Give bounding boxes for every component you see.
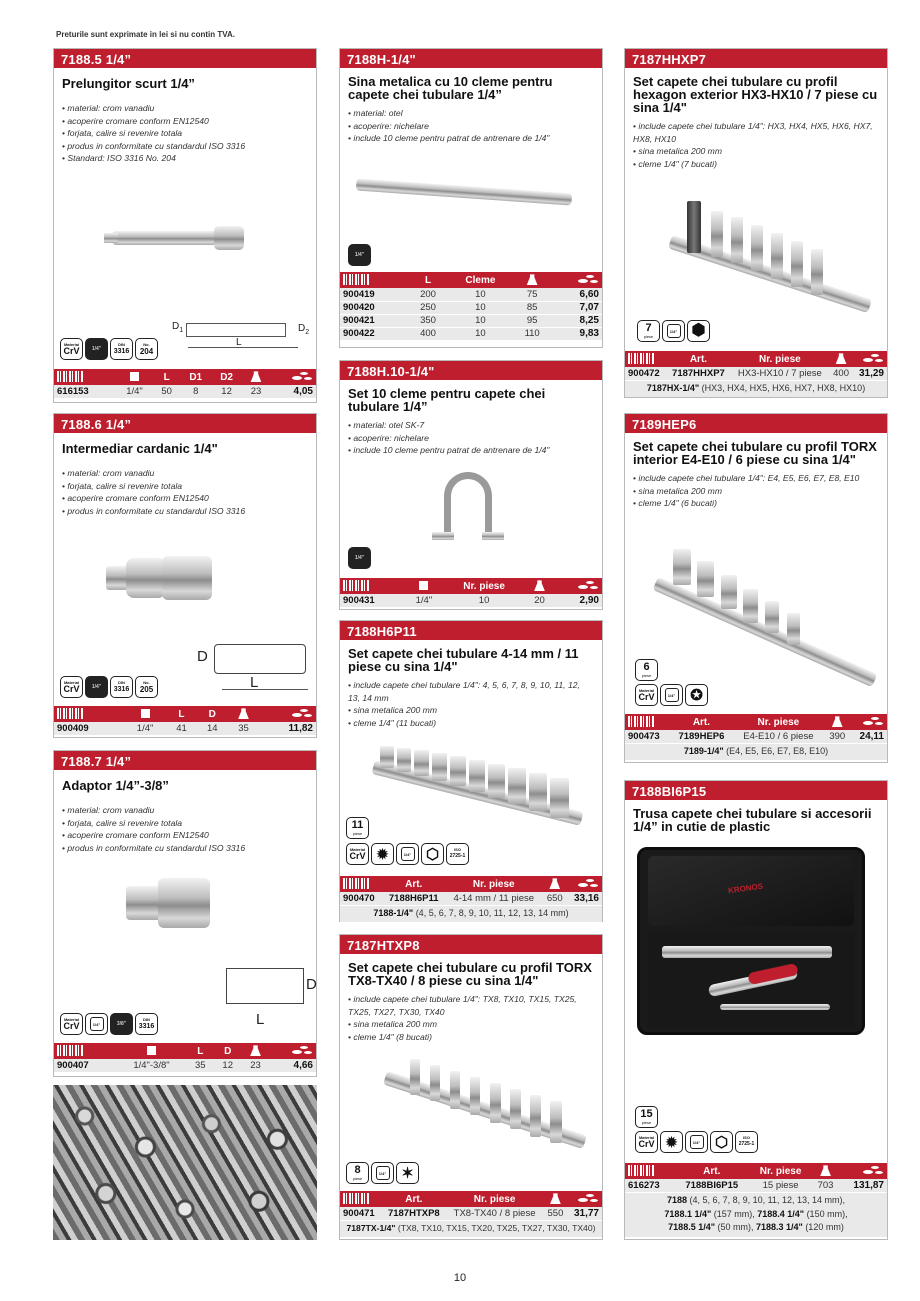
feature-item: • include 10 cleme pentru patrat de antrenare de 1/4" bbox=[348, 132, 594, 145]
contents-line: 7188.5 1/4" (50 mm), 7188.3 1/4" (120 mm) bbox=[668, 1222, 844, 1232]
product-title: Prelungitor scurt 1/4” bbox=[62, 76, 195, 91]
clip-foot-right bbox=[482, 532, 504, 540]
bit-socket bbox=[410, 1059, 420, 1095]
col-art: Art. bbox=[666, 351, 730, 367]
spec-table bbox=[340, 578, 602, 608]
feature-item: • forjata, calire si revenire totala bbox=[62, 480, 308, 493]
dim-label-d: D bbox=[197, 648, 208, 665]
hex-bit-socket bbox=[687, 201, 701, 253]
extension-bar bbox=[720, 1004, 830, 1010]
barcode-icon bbox=[340, 578, 405, 594]
bit-socket bbox=[430, 1065, 440, 1101]
socket bbox=[397, 748, 411, 772]
product-code: 7188.5 1/4” bbox=[54, 49, 316, 68]
sockets-row bbox=[662, 946, 832, 958]
weight-icon bbox=[513, 272, 551, 288]
feature-item: • material: crom vanadiu bbox=[62, 102, 308, 115]
col-d: D bbox=[197, 706, 228, 722]
hex-bit-socket bbox=[731, 217, 743, 263]
product-code: 7188.7 1/4” bbox=[54, 751, 316, 770]
spec-badges bbox=[60, 1013, 158, 1035]
product-card-7188h-10 bbox=[339, 360, 603, 610]
product-title: Trusa capete chei tubulare si accesorii 1/4” in cutie de plastic bbox=[633, 806, 872, 834]
spec-badges bbox=[635, 1131, 758, 1153]
feature-item: • acoperire cromare conform EN12540 bbox=[62, 829, 308, 842]
feature-item: • Standard: ISO 3316 No. 204 bbox=[62, 152, 308, 165]
din-3316-badge: DIN 3316 bbox=[110, 676, 133, 698]
bit-socket bbox=[550, 1101, 562, 1143]
e-socket bbox=[765, 601, 779, 633]
table-row: 900431 1/4" 10 20 2,90 bbox=[340, 594, 602, 607]
col-nr-piese: Nr. piese bbox=[446, 1191, 543, 1207]
square-drive-icon bbox=[116, 1043, 186, 1059]
spec-table bbox=[54, 369, 316, 399]
contents-note bbox=[625, 1193, 887, 1237]
product-title: Set 10 cleme pentru capete chei tubulare 1/4” bbox=[348, 386, 546, 414]
weight-icon bbox=[525, 578, 554, 594]
col-art: Art. bbox=[670, 714, 732, 730]
feature-item: • include capete chei tubulare 1/4": E4, E5, E6, E7, E8, E10 bbox=[633, 472, 879, 485]
contents-note: 7189-1/4" (E4, E5, E6, E7, E8, E10) bbox=[625, 744, 887, 760]
product-title: Adaptor 1/4”-3/8” bbox=[62, 778, 169, 793]
table-row: 900470 7188H6P11 4-14 mm / 11 piese 650 33,16 bbox=[340, 892, 602, 905]
col-nr-piese: Nr. piese bbox=[731, 351, 829, 367]
adaptor-drive bbox=[126, 886, 162, 920]
barcode-icon bbox=[54, 706, 124, 722]
product-title: Set capete chei tubulare cu profil hexagon exterior HX3-HX10 / 7 piese cu sina 1/4" bbox=[633, 74, 878, 115]
square-drive-icon bbox=[405, 578, 444, 594]
drive-1-4-badge: 1/4" bbox=[348, 244, 371, 266]
drive-1-4-badge: 1/4" bbox=[348, 547, 371, 569]
col-l: L bbox=[408, 272, 448, 288]
sockets-pile-photo bbox=[53, 1085, 317, 1240]
case-tray bbox=[648, 932, 854, 1028]
coins-icon bbox=[840, 1163, 887, 1179]
coins-icon bbox=[551, 272, 602, 288]
product-card-7188-5 bbox=[53, 48, 317, 403]
product-code: 7188BI6P15 bbox=[625, 781, 887, 800]
e-socket bbox=[697, 561, 714, 597]
feature-list bbox=[54, 459, 316, 517]
socket bbox=[550, 778, 569, 818]
piece-count-badge: 11 piese bbox=[346, 817, 369, 839]
hex-bit-socket bbox=[811, 249, 823, 295]
socket bbox=[450, 756, 466, 786]
product-card-7188h6p11 bbox=[339, 620, 603, 922]
dim-label-d2: $D_2$ bbox=[298, 323, 310, 336]
contents-line: 7188 (4, 5, 6, 7, 8, 9, 10, 11, 12, 13, 14 mm), bbox=[667, 1195, 845, 1205]
no-205-badge: No. 205 bbox=[135, 676, 158, 698]
extension-bar bbox=[112, 231, 222, 245]
material-crv-badge: Material CrV bbox=[635, 684, 658, 706]
table-row: 900473 7189HEP6 E4-E10 / 6 piese 390 24,11 bbox=[625, 730, 887, 743]
feature-list bbox=[340, 677, 602, 729]
e-socket bbox=[673, 549, 691, 585]
hex-bit-socket bbox=[711, 211, 723, 257]
feature-item: • produs in conformitate cu standardul ISO 3316 bbox=[62, 140, 308, 153]
product-image-rail bbox=[340, 164, 602, 234]
hex-bit-socket bbox=[751, 225, 763, 271]
piece-count-badge-wrap bbox=[346, 817, 369, 839]
spec-header-row bbox=[340, 272, 602, 288]
product-title: Set capete chei tubulare cu profil TORX interior E4-E10 / 6 piese cu sina 1/4" bbox=[633, 439, 877, 467]
feature-list bbox=[54, 796, 316, 854]
feature-list bbox=[625, 470, 887, 510]
iso-2725-badge: ISO 2725-1 bbox=[735, 1131, 758, 1153]
joint-head bbox=[162, 556, 212, 600]
feature-item: • forjata, calire si revenire totala bbox=[62, 817, 308, 830]
barcode-icon bbox=[54, 369, 116, 385]
product-code: 7188.6 1/4” bbox=[54, 414, 316, 433]
col-d1: D1 bbox=[180, 369, 211, 385]
spec-table bbox=[54, 1043, 316, 1073]
socket-1-4-badge: 1/4" bbox=[660, 684, 683, 706]
e-socket bbox=[743, 589, 758, 623]
feature-item: • include capete chei tubulare 1/4": 4, 5, 6, 7, 8, 9, 10, 11, 12, 13, 14 mm bbox=[348, 679, 594, 704]
torx-e-profile-icon: ✪ bbox=[685, 684, 708, 706]
feature-list bbox=[340, 105, 602, 145]
no-204-badge: No. 204 bbox=[135, 338, 158, 360]
feature-list bbox=[340, 417, 602, 457]
material-crv-badge: Material CrV bbox=[346, 843, 369, 865]
table-row: 616153 1/4" 50 8 12 23 4,05 bbox=[54, 385, 316, 398]
product-image-torx-set bbox=[340, 1053, 602, 1163]
feature-item: • sina metalica 200 mm bbox=[633, 145, 879, 158]
col-art: Art. bbox=[674, 1163, 750, 1179]
socket bbox=[469, 760, 485, 792]
coins-icon bbox=[554, 578, 602, 594]
col-art: Art. bbox=[382, 876, 445, 892]
weight-icon bbox=[829, 351, 853, 367]
col-nr-piese: Nr. piese bbox=[445, 876, 542, 892]
product-card-7187hhxp7 bbox=[624, 48, 888, 398]
price-note: Preturile sunt exprimate in lei si nu contin TVA. bbox=[56, 30, 235, 39]
joint-body bbox=[126, 558, 166, 598]
weight-icon bbox=[242, 369, 270, 385]
feature-item: • acoperire cromare conform EN12540 bbox=[62, 492, 308, 505]
product-title: Set capete chei tubulare 4-14 mm / 11 piese cu sina 1/4" bbox=[348, 646, 579, 674]
coins-icon bbox=[568, 1191, 602, 1207]
spec-table bbox=[340, 876, 602, 906]
feature-item: • material: otel bbox=[348, 107, 594, 120]
socket-1-4-badge: 1/4" bbox=[685, 1131, 708, 1153]
socket bbox=[488, 764, 505, 798]
barcode-icon bbox=[54, 1043, 116, 1059]
product-code: 7187HTXP8 bbox=[340, 935, 602, 954]
rail bbox=[356, 178, 572, 205]
piece-count-badge: 7 piese bbox=[637, 320, 660, 342]
feature-item: • sina metalica 200 mm bbox=[348, 704, 594, 717]
spec-badges bbox=[346, 1162, 419, 1184]
table-row: 616273 7188BI6P15 15 piese 703 131,87 bbox=[625, 1179, 887, 1192]
dim-line bbox=[188, 347, 298, 348]
barcode-icon bbox=[625, 1163, 674, 1179]
barcode-icon bbox=[625, 714, 670, 730]
iso-2725-badge: ISO 2725-1 bbox=[446, 843, 469, 865]
product-code: 7188H6P11 bbox=[340, 621, 602, 640]
weight-icon bbox=[824, 714, 850, 730]
weight-icon bbox=[542, 876, 567, 892]
bit-socket bbox=[530, 1095, 541, 1137]
weight-icon bbox=[241, 1043, 269, 1059]
table-row: 900422 400 10 110 9,83 bbox=[340, 327, 602, 340]
dim-label-l: L bbox=[250, 674, 259, 691]
feature-item: • material: crom vanadiu bbox=[62, 467, 308, 480]
feature-item: • acoperire cromare conform EN12540 bbox=[62, 115, 308, 128]
spec-header-row bbox=[54, 369, 316, 385]
spec-badges bbox=[635, 684, 708, 706]
hex-profile-icon: ⬡ bbox=[710, 1131, 733, 1153]
product-code: 7188H.10-1/4" bbox=[340, 361, 602, 380]
table-row: 900471 7187HTXP8 TX8-TX40 / 8 piese 550 31,77 bbox=[340, 1207, 602, 1220]
hex-profile-icon: ⬢ bbox=[687, 320, 710, 342]
adaptor-body bbox=[158, 878, 210, 928]
clip-shape bbox=[444, 472, 492, 534]
product-image-torx-e-set bbox=[625, 539, 887, 679]
drive-3-8-badge: 3/8" bbox=[110, 1013, 133, 1035]
plastic-case bbox=[637, 847, 865, 1035]
technical-drawing bbox=[186, 323, 286, 337]
product-code: 7188H-1/4" bbox=[340, 49, 602, 68]
coins-icon bbox=[270, 369, 316, 385]
coins-icon bbox=[850, 714, 887, 730]
coins-icon bbox=[259, 706, 316, 722]
col-l: L bbox=[166, 706, 197, 722]
socket-1-4-badge: 1/4" bbox=[662, 320, 685, 342]
feature-item: • material: crom vanadiu bbox=[62, 804, 308, 817]
torx-profile-icon: ✶ bbox=[396, 1162, 419, 1184]
socket bbox=[414, 750, 429, 776]
spec-header-row bbox=[625, 714, 887, 730]
socket-1-4-badge: 1/4" bbox=[371, 1162, 394, 1184]
barcode-icon bbox=[340, 1191, 382, 1207]
col-nr-piese: Nr. piese bbox=[733, 714, 825, 730]
din-3316-badge: DIN 3316 bbox=[110, 338, 133, 360]
col-l: L bbox=[153, 369, 180, 385]
socket bbox=[380, 746, 394, 768]
table-row: 900419 200 10 75 6,60 bbox=[340, 288, 602, 301]
brand-logo: KRONOS bbox=[727, 881, 764, 896]
feature-list bbox=[340, 991, 602, 1043]
contents-line: 7188.1 1/4" (157 mm), 7188.4 1/4" (150 mm), bbox=[664, 1208, 848, 1219]
piece-count-badge: 6 piese bbox=[635, 659, 658, 681]
feature-list bbox=[625, 118, 887, 170]
barcode-icon bbox=[625, 351, 666, 367]
feature-item: • material: otel SK-7 bbox=[348, 419, 594, 432]
socket bbox=[508, 768, 526, 804]
bit-socket bbox=[490, 1083, 501, 1123]
table-row: 900421 350 10 95 8,25 bbox=[340, 314, 602, 327]
feature-item: • forjata, calire si revenire totala bbox=[62, 127, 308, 140]
product-title: Intermediar cardanic 1/4" bbox=[62, 441, 218, 456]
feature-item: • include capete chei tubulare 1/4": HX3, HX4, HX5, HX6, HX7, HX8, HX10 bbox=[633, 120, 879, 145]
product-image-socket-set bbox=[340, 736, 602, 846]
material-crv-badge: Material CrV bbox=[60, 338, 83, 360]
spec-badges bbox=[60, 676, 158, 698]
spec-header-row bbox=[54, 706, 316, 722]
feature-item: • include capete chei tubulare 1/4": TX8, TX10, TX15, TX25, TX25, TX27, TX30, TX40 bbox=[348, 993, 594, 1018]
product-card-7188bi6p15 bbox=[624, 780, 888, 1240]
product-title: Set capete chei tubulare cu profil TORX TX8-TX40 / 8 piese cu sina 1/4" bbox=[348, 960, 592, 988]
din-3316-badge: DIN 3316 bbox=[135, 1013, 158, 1035]
feature-item: • produs in conformitate cu standardul ISO 3316 bbox=[62, 842, 308, 855]
piece-count-badge-wrap bbox=[635, 659, 658, 681]
dim-label-l: L bbox=[236, 337, 242, 348]
clip-foot-left bbox=[432, 532, 454, 540]
bit-socket bbox=[510, 1089, 521, 1129]
weight-icon bbox=[811, 1163, 839, 1179]
bit-socket bbox=[470, 1077, 480, 1115]
barcode-icon bbox=[340, 272, 408, 288]
e-socket bbox=[787, 613, 800, 645]
socket-1-4-badge: 1/4" bbox=[85, 1013, 108, 1035]
col-cleme: Cleme bbox=[448, 272, 513, 288]
col-l: L bbox=[187, 1043, 214, 1059]
spec-badges bbox=[346, 843, 469, 865]
contents-note: 7187TX-1/4" (TX8, TX10, TX15, TX20, TX25, TX27, TX30, TX40) bbox=[340, 1221, 602, 1237]
square-drive-icon bbox=[116, 369, 153, 385]
product-image-universal-joint bbox=[54, 544, 316, 694]
technical-drawing bbox=[214, 644, 306, 674]
extension-drive bbox=[104, 233, 118, 243]
socket bbox=[529, 773, 547, 811]
spec-table bbox=[340, 272, 602, 341]
coins-icon bbox=[853, 351, 887, 367]
product-image-hex-set bbox=[625, 189, 887, 319]
hex-profile-icon: ⬡ bbox=[421, 843, 444, 865]
socket-1-4-badge: 1/4" bbox=[396, 843, 419, 865]
page-number: 10 bbox=[453, 1272, 467, 1284]
e-socket bbox=[721, 575, 737, 609]
spec-header-row bbox=[340, 578, 602, 594]
dim-label-l: L bbox=[256, 1011, 265, 1028]
spec-header-row bbox=[625, 351, 887, 367]
barcode-icon bbox=[340, 876, 382, 892]
dim-line bbox=[222, 689, 308, 690]
square-drive-icon bbox=[124, 706, 166, 722]
hex-bit-socket bbox=[771, 233, 783, 279]
bit-socket bbox=[450, 1071, 460, 1109]
spec-table bbox=[340, 1191, 602, 1221]
table-row: 900409 1/4" 41 14 35 11,82 bbox=[54, 722, 316, 735]
product-image-case bbox=[625, 843, 887, 1043]
spec-header-row bbox=[54, 1043, 316, 1059]
spec-table bbox=[54, 706, 316, 736]
product-code: 7189HEP6 bbox=[625, 414, 887, 433]
contents-note: 7187HX-1/4" (HX3, HX4, HX5, HX6, HX7, HX8, HX10) bbox=[625, 381, 887, 397]
material-crv-badge: Material CrV bbox=[60, 676, 83, 698]
coins-icon bbox=[567, 876, 602, 892]
hex-bit-socket bbox=[791, 241, 803, 287]
feature-item: • cleme 1/4" (8 bucati) bbox=[348, 1031, 594, 1044]
spec-badges bbox=[348, 244, 371, 266]
contents-note: 7188-1/4" (4, 5, 6, 7, 8, 9, 10, 11, 12, 13, 14 mm) bbox=[340, 906, 602, 922]
spline-profile-icon: ✹ bbox=[371, 843, 394, 865]
product-title: Sina metalica cu 10 cleme pentru capete chei tubulare 1/4” bbox=[348, 74, 553, 102]
spline-profile-icon: ✹ bbox=[660, 1131, 683, 1153]
dim-label-d1: $D_1$ bbox=[172, 321, 184, 334]
table-row: 900407 1/4"-3/8" 35 12 23 4,66 bbox=[54, 1059, 316, 1072]
col-art: Art. bbox=[382, 1191, 446, 1207]
col-d2: D2 bbox=[211, 369, 242, 385]
feature-item: • acoperire: nichelare bbox=[348, 120, 594, 133]
product-card-7188-7 bbox=[53, 750, 317, 1077]
dim-label-d: D bbox=[306, 976, 317, 993]
feature-item: • cleme 1/4" (11 bucati) bbox=[348, 717, 594, 730]
piece-count-badge: 15 piese bbox=[635, 1106, 658, 1128]
product-card-7188-6 bbox=[53, 413, 317, 738]
coins-icon bbox=[270, 1043, 316, 1059]
material-crv-badge: Material CrV bbox=[60, 1013, 83, 1035]
spec-header-row bbox=[340, 1191, 602, 1207]
product-image-clip bbox=[340, 466, 602, 551]
material-crv-badge: Material CrV bbox=[635, 1131, 658, 1153]
feature-list bbox=[54, 94, 316, 165]
technical-drawing bbox=[226, 968, 304, 1004]
piece-count-badge: 8 piese bbox=[346, 1162, 369, 1184]
drive-1-4-badge: 1/4" bbox=[85, 338, 108, 360]
feature-item: • cleme 1/4" (7 bucati) bbox=[633, 158, 879, 171]
drive-1-4-badge: 1/4" bbox=[85, 676, 108, 698]
piece-count-badge-wrap bbox=[635, 1106, 658, 1128]
weight-icon bbox=[228, 706, 260, 722]
spec-badges bbox=[348, 547, 371, 569]
socket bbox=[432, 753, 447, 781]
feature-item: • sina metalica 200 mm bbox=[633, 485, 879, 498]
case-lid bbox=[648, 856, 854, 926]
col-nr-piese: Nr. piese bbox=[443, 578, 525, 594]
feature-item: • cleme 1/4" (6 bucati) bbox=[633, 497, 879, 510]
col-d: D bbox=[214, 1043, 241, 1059]
feature-item: • produs in conformitate cu standardul ISO 3316 bbox=[62, 505, 308, 518]
weight-icon bbox=[543, 1191, 567, 1207]
spec-table bbox=[625, 714, 887, 744]
spec-header-row bbox=[625, 1163, 887, 1179]
feature-item: • sina metalica 200 mm bbox=[348, 1018, 594, 1031]
feature-item: • include 10 cleme pentru patrat de antrenare de 1/4" bbox=[348, 444, 594, 457]
spec-badges bbox=[60, 338, 158, 360]
table-row: 900420 250 10 85 7,07 bbox=[340, 301, 602, 314]
product-card-7188h bbox=[339, 48, 603, 348]
product-card-7187htxp8 bbox=[339, 934, 603, 1240]
spec-table bbox=[625, 351, 887, 381]
spec-badges bbox=[637, 320, 710, 342]
feature-item: • acoperire: nichelare bbox=[348, 432, 594, 445]
product-code: 7187HHXP7 bbox=[625, 49, 887, 68]
col-nr-piese: Nr. piese bbox=[750, 1163, 812, 1179]
product-card-7189hep6 bbox=[624, 413, 888, 763]
product-image-adaptor bbox=[54, 876, 316, 1036]
spec-header-row bbox=[340, 876, 602, 892]
table-row: 900472 7187HHXP7 HX3-HX10 / 7 piese 400 31,29 bbox=[625, 367, 887, 380]
extension-head bbox=[214, 226, 244, 250]
spec-table bbox=[625, 1163, 887, 1193]
